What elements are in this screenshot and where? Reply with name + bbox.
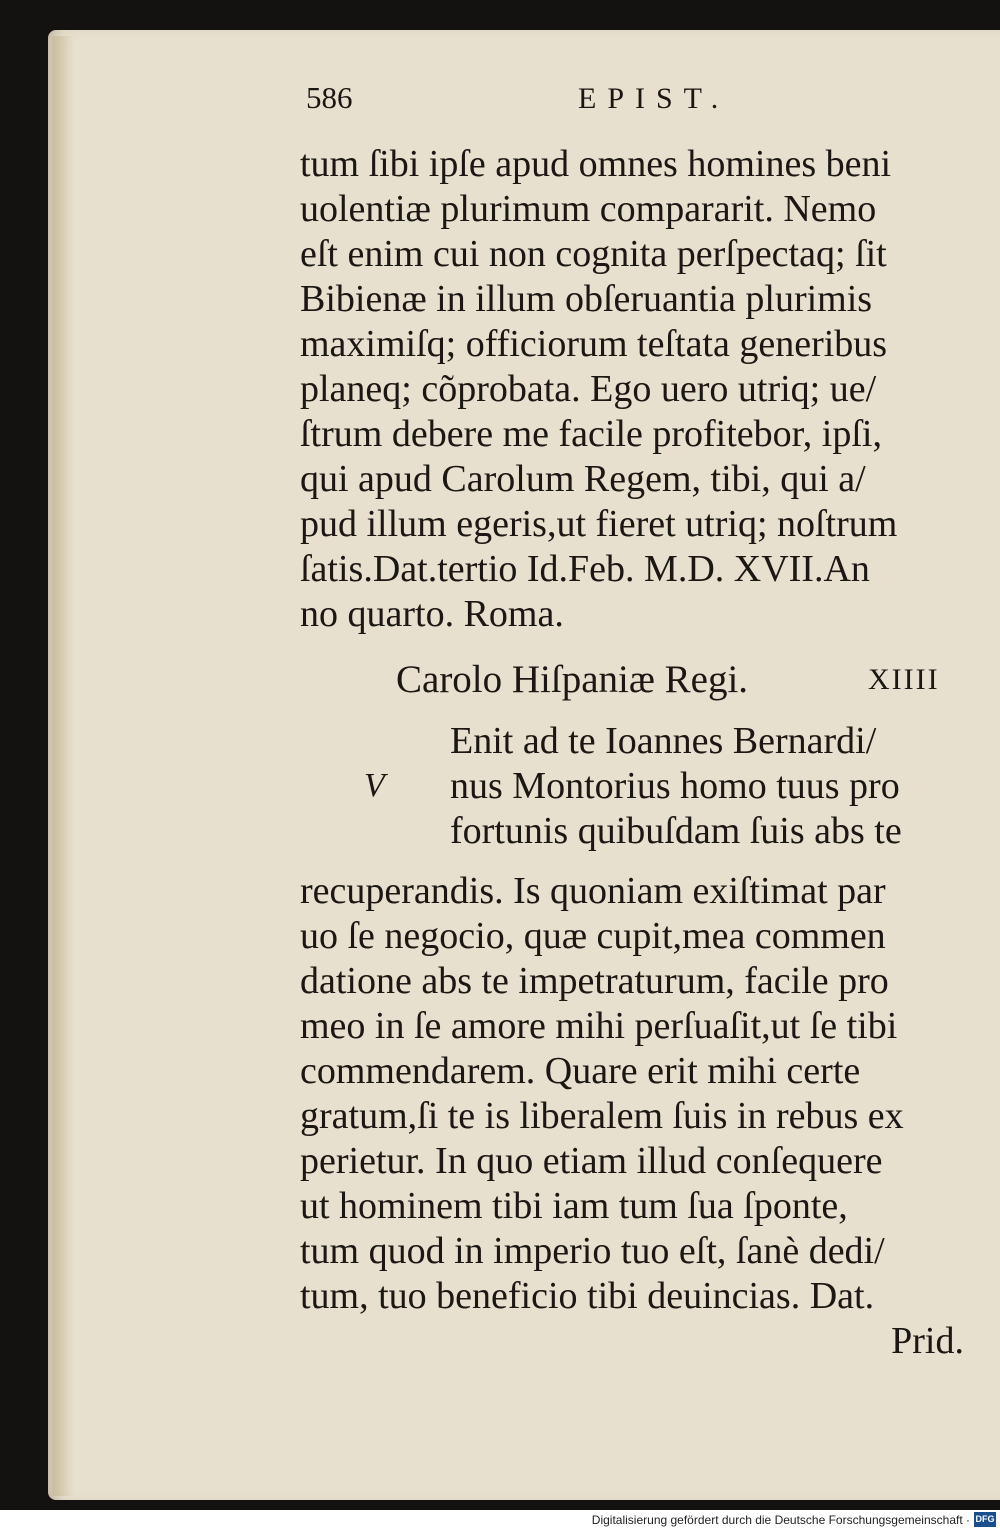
indented-lines: [450, 719, 970, 854]
letter-addressee: Carolo Hiſpaniæ Regi.: [396, 658, 749, 701]
text-line: tum quod in imperio tuo eſt, ſanè dedi/: [300, 1230, 885, 1272]
funding-credit: Digitalisierung gefördert durch die Deutsche Forschungsgemeinschaft ·: [591, 1513, 970, 1527]
text-line: uolentiæ plurimum compararit. Nemo: [300, 188, 877, 230]
text-line: Bibienæ in illum obſeruantia plurimis: [300, 278, 873, 320]
letter-number: XIIII: [868, 663, 940, 696]
text-line: perietur. In quo etiam illud conſequere: [300, 1140, 883, 1182]
digitization-footer: [0, 1510, 1000, 1532]
previous-letter-ending: [300, 142, 972, 637]
page-gutter-shadow: [52, 36, 74, 1496]
text-line: qui apud Carolum Regem, tibi, qui a/: [300, 458, 866, 500]
dfg-logo-icon: DFG: [974, 1512, 996, 1527]
text-line: meo in ſe amore mihi perſuaſit,ut ſe tibi: [300, 1005, 898, 1047]
text-line: ut hominem tibi iam tum ſua ſponte,: [300, 1185, 848, 1227]
text-line: commendarem. Quare erit mihi certe: [300, 1050, 861, 1092]
text-line: maximiſq; officiorum teſtata generibus: [300, 323, 888, 365]
letter-body: [300, 869, 972, 1364]
page-header: [300, 78, 960, 118]
running-head: EPIST.: [578, 82, 730, 115]
text-line: no quarto. Roma.: [300, 593, 564, 635]
text-line: tum ſibi ipſe apud omnes homines beni: [300, 143, 892, 185]
text-line: ſatis.Dat.tertio Id.Feb. M.D. XVII.An: [300, 548, 870, 590]
text-line: eſt enim cui non cognita perſpectaq; ſit: [300, 233, 887, 275]
text-line: fortunis quibuſdam ſuis abs te: [450, 810, 902, 852]
text-line: datione abs te impetraturum, facile pro: [300, 960, 889, 1002]
text-block: [300, 142, 972, 1364]
initial-letter: V: [364, 767, 385, 804]
text-line: uo ſe negocio, quæ cupit,mea commen: [300, 915, 886, 957]
text-line: planeq; cõprobata. Ego uero utriq; ue/: [300, 368, 877, 410]
text-line: tum, tuo beneficio tibi deuincias. Dat.: [300, 1275, 875, 1317]
text-line: nus Montorius homo tuus pro: [450, 765, 900, 807]
letter-heading: [300, 649, 972, 719]
text-line: ſtrum debere me facile profitebor, ipſi,: [300, 413, 882, 455]
text-line: Enit ad te Ioannes Bernardi/: [450, 720, 877, 762]
text-line: pud illum egeris,ut fieret utriq; noſtrum: [300, 503, 898, 545]
page-number: 586: [306, 80, 353, 115]
text-line: gratum,ſi te is liberalem ſuis in rebus ex: [300, 1095, 904, 1137]
text-line: recuperandis. Is quoniam exiſtimat par: [300, 870, 886, 912]
catchword: Prid.: [891, 1320, 964, 1362]
letter-opening: [300, 719, 972, 869]
